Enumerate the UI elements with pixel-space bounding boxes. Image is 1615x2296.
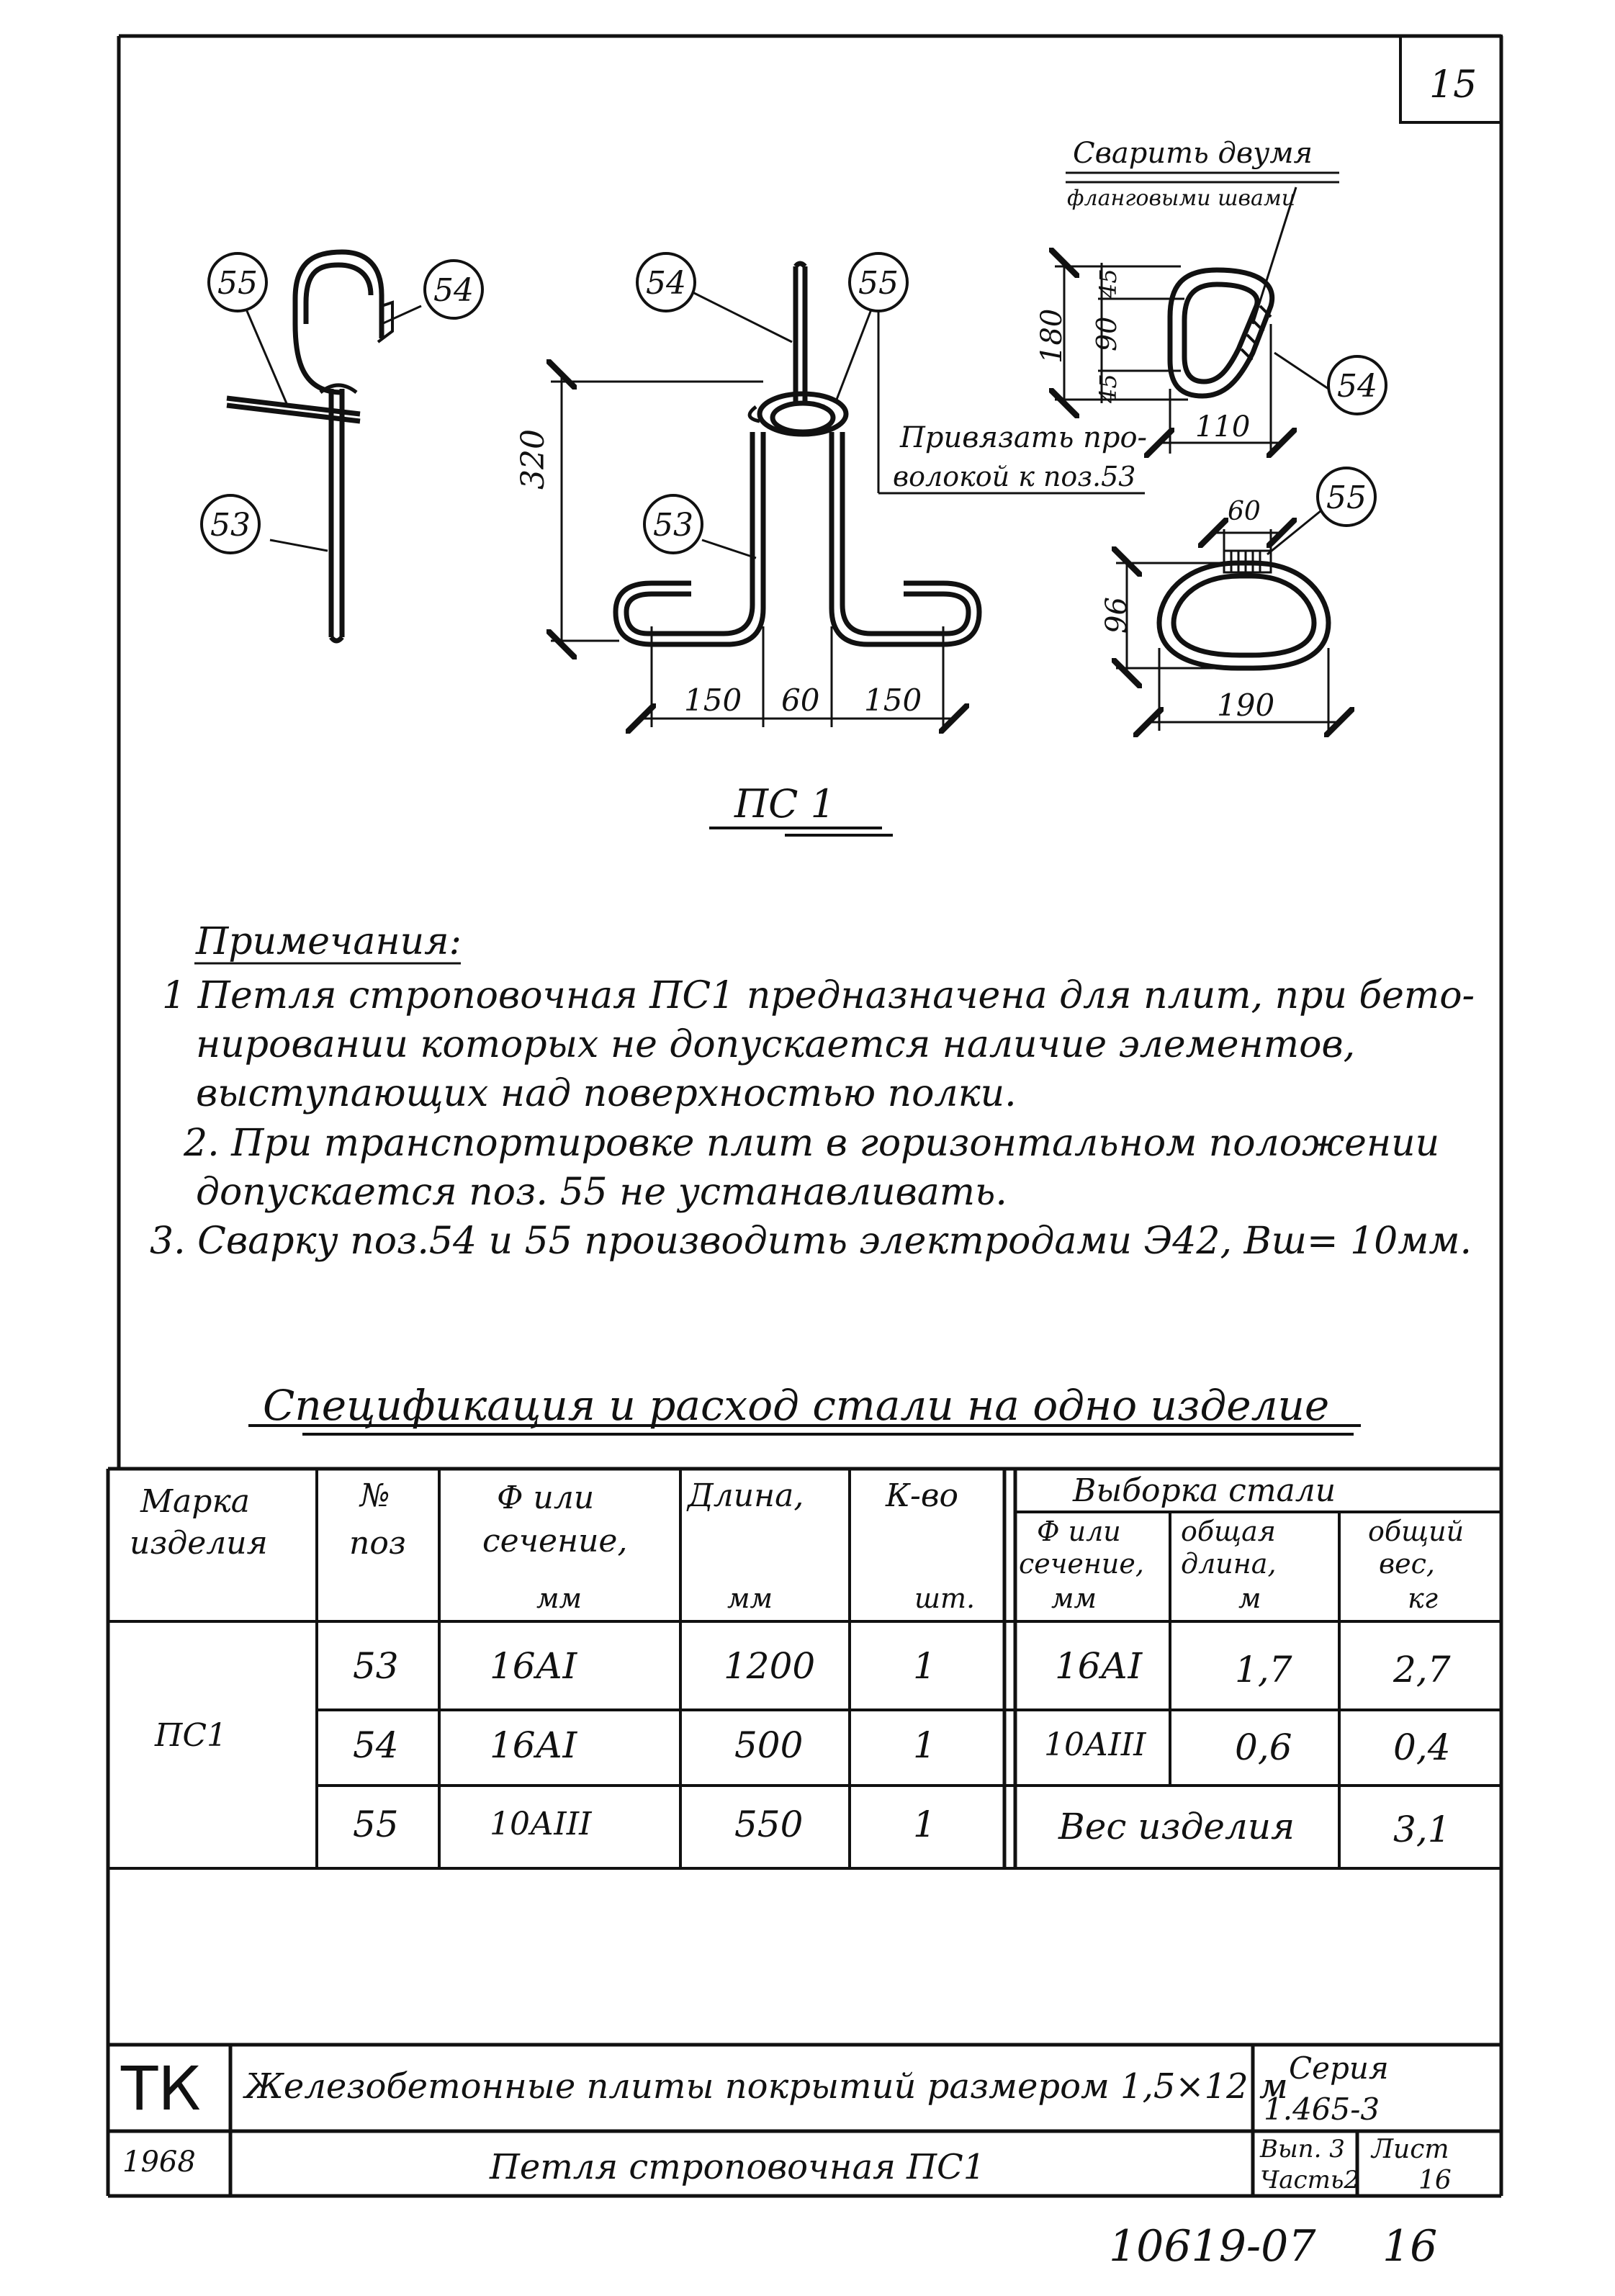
series-label: Серия [1289, 2050, 1389, 2086]
callout-54-detail: 54 [1337, 368, 1377, 405]
weld-note-line-1: Сварить двумя [1073, 137, 1313, 170]
row1-pos: 53 [353, 1645, 399, 1687]
dim-150-right: 150 [864, 683, 922, 718]
hdr-steel-section-3: мм [1051, 1583, 1097, 1614]
page-number: 16 [1382, 2221, 1438, 2272]
note-line-2: нировании которых не допускается наличие элементов, [196, 1023, 1356, 1066]
steel2-length: 0,6 [1235, 1726, 1292, 1768]
hdr-length-1: Длина, [688, 1477, 804, 1514]
steel2-section: 10АIII [1044, 1726, 1146, 1763]
hdr-total-length-3: м [1238, 1583, 1261, 1614]
steel1-section: 16АI [1055, 1645, 1143, 1687]
hdr-qty-1: К-во [886, 1477, 959, 1514]
note-line-3: выступающих над поверхностью полки. [196, 1072, 1017, 1115]
hdr-steel-section-1: Ф или [1037, 1516, 1121, 1547]
dim-150-left: 150 [684, 683, 742, 718]
spec-title: Спецификация и расход стали на одно изделие [263, 1381, 1330, 1430]
drawing-name: Петля строповочная ПС1 [490, 2147, 986, 2187]
hdr-steel: Выборка стали [1073, 1472, 1336, 1509]
tie-note-line-2: волокой к поз.53 [893, 461, 1136, 492]
row3-length: 550 [734, 1804, 804, 1845]
callout-55-detail: 55 [1326, 480, 1367, 516]
hdr-total-weight-2: вес, [1379, 1548, 1435, 1580]
dim-90: 90 [1091, 316, 1123, 351]
callout-53-center: 53 [653, 507, 693, 544]
dim-60: 60 [781, 683, 820, 718]
dim-320: 320 [515, 429, 552, 490]
mark-value: ПС1 [155, 1717, 228, 1754]
hdr-qty-2: шт. [914, 1583, 976, 1614]
row2-pos: 54 [353, 1724, 399, 1766]
part: Часть2 [1260, 2166, 1359, 2194]
dim-110: 110 [1195, 410, 1251, 444]
dim-60-detail: 60 [1228, 497, 1261, 526]
note-line-6: 3. Сварку поз.54 и 55 производить электродами Э42, Вш= 10мм. [150, 1220, 1472, 1263]
hdr-total-weight-1: общий [1368, 1516, 1465, 1547]
hdr-total-weight-3: кг [1408, 1583, 1438, 1614]
callout-54-left: 54 [433, 272, 474, 309]
notes-heading: Примечания: [196, 920, 462, 963]
note-line-5: допускается поз. 55 не устанавливать. [196, 1171, 1007, 1214]
row1-qty: 1 [913, 1645, 936, 1687]
leader-lines [245, 173, 1339, 558]
series-number: 1.465-3 [1264, 2092, 1380, 2127]
steel1-weight: 2,7 [1393, 1649, 1451, 1691]
org-mark: ТК [121, 2053, 201, 2124]
row3-pos: 55 [353, 1804, 399, 1845]
dim-180: 180 [1035, 308, 1069, 364]
row2-length: 500 [734, 1724, 804, 1766]
hdr-mark-2: изделия [130, 1525, 268, 1562]
hdr-section-1: Ф или [497, 1480, 595, 1516]
hdr-pos-1: № [360, 1477, 390, 1514]
hdr-length-2: мм [727, 1583, 773, 1614]
dim-96: 96 [1100, 597, 1133, 634]
row2-section: 16АI [490, 1724, 577, 1766]
hdr-mark-1: Марка [140, 1483, 250, 1520]
dim-45-top: 45 [1094, 269, 1122, 298]
ps1-underline [709, 828, 893, 835]
hdr-steel-section-2: сечение, [1019, 1548, 1144, 1580]
item-weight-label: Вес изделия [1058, 1806, 1295, 1847]
dim-45-bottom: 45 [1094, 374, 1122, 403]
note-line-4: 2. При транспортировке плит в горизонтальном положении [184, 1122, 1440, 1165]
callout-55-left: 55 [217, 265, 258, 302]
detail-55-view [1159, 551, 1328, 668]
hdr-total-length-1: общая [1181, 1516, 1276, 1547]
dim-190: 190 [1217, 688, 1275, 723]
drawing-title: ПС 1 [734, 781, 835, 827]
left-loop-view [227, 252, 392, 641]
hdr-pos-2: поз [349, 1525, 406, 1562]
callout-54-center: 54 [646, 265, 686, 302]
callout-55-center: 55 [858, 265, 899, 302]
hdr-section-2: сечение, [482, 1523, 628, 1559]
sheet-label: Лист [1372, 2135, 1449, 2164]
hdr-total-length-2: длина, [1181, 1548, 1277, 1580]
issue: Вып. 3 [1260, 2135, 1345, 2164]
tie-note-line-1: Привязать про- [900, 421, 1148, 454]
project-title: Железобетонные плиты покрытий размером 1,5×12 м [245, 2066, 1288, 2107]
row3-qty: 1 [913, 1804, 936, 1845]
steel1-length: 1,7 [1235, 1649, 1292, 1691]
archive-code: 10619-07 [1109, 2221, 1316, 2272]
detail-54-view [1170, 270, 1272, 396]
sheet-number: 15 [1429, 63, 1477, 107]
year: 1968 [122, 2146, 196, 2179]
row2-qty: 1 [913, 1724, 936, 1766]
sheet-value: 16 [1418, 2166, 1452, 2195]
weld-note-line-2: фланговыми швами [1067, 186, 1296, 211]
note-line-1: 1 Петля строповочная ПС1 предназначена для плит, при бето- [162, 974, 1475, 1017]
row3-section: 10АIII [490, 1806, 592, 1842]
row1-length: 1200 [724, 1645, 816, 1687]
item-weight-value: 3,1 [1393, 1809, 1451, 1850]
callout-53-left: 53 [210, 507, 251, 544]
hdr-section-3: мм [536, 1583, 582, 1614]
steel2-weight: 0,4 [1393, 1726, 1451, 1768]
row1-section: 16АI [490, 1645, 577, 1687]
